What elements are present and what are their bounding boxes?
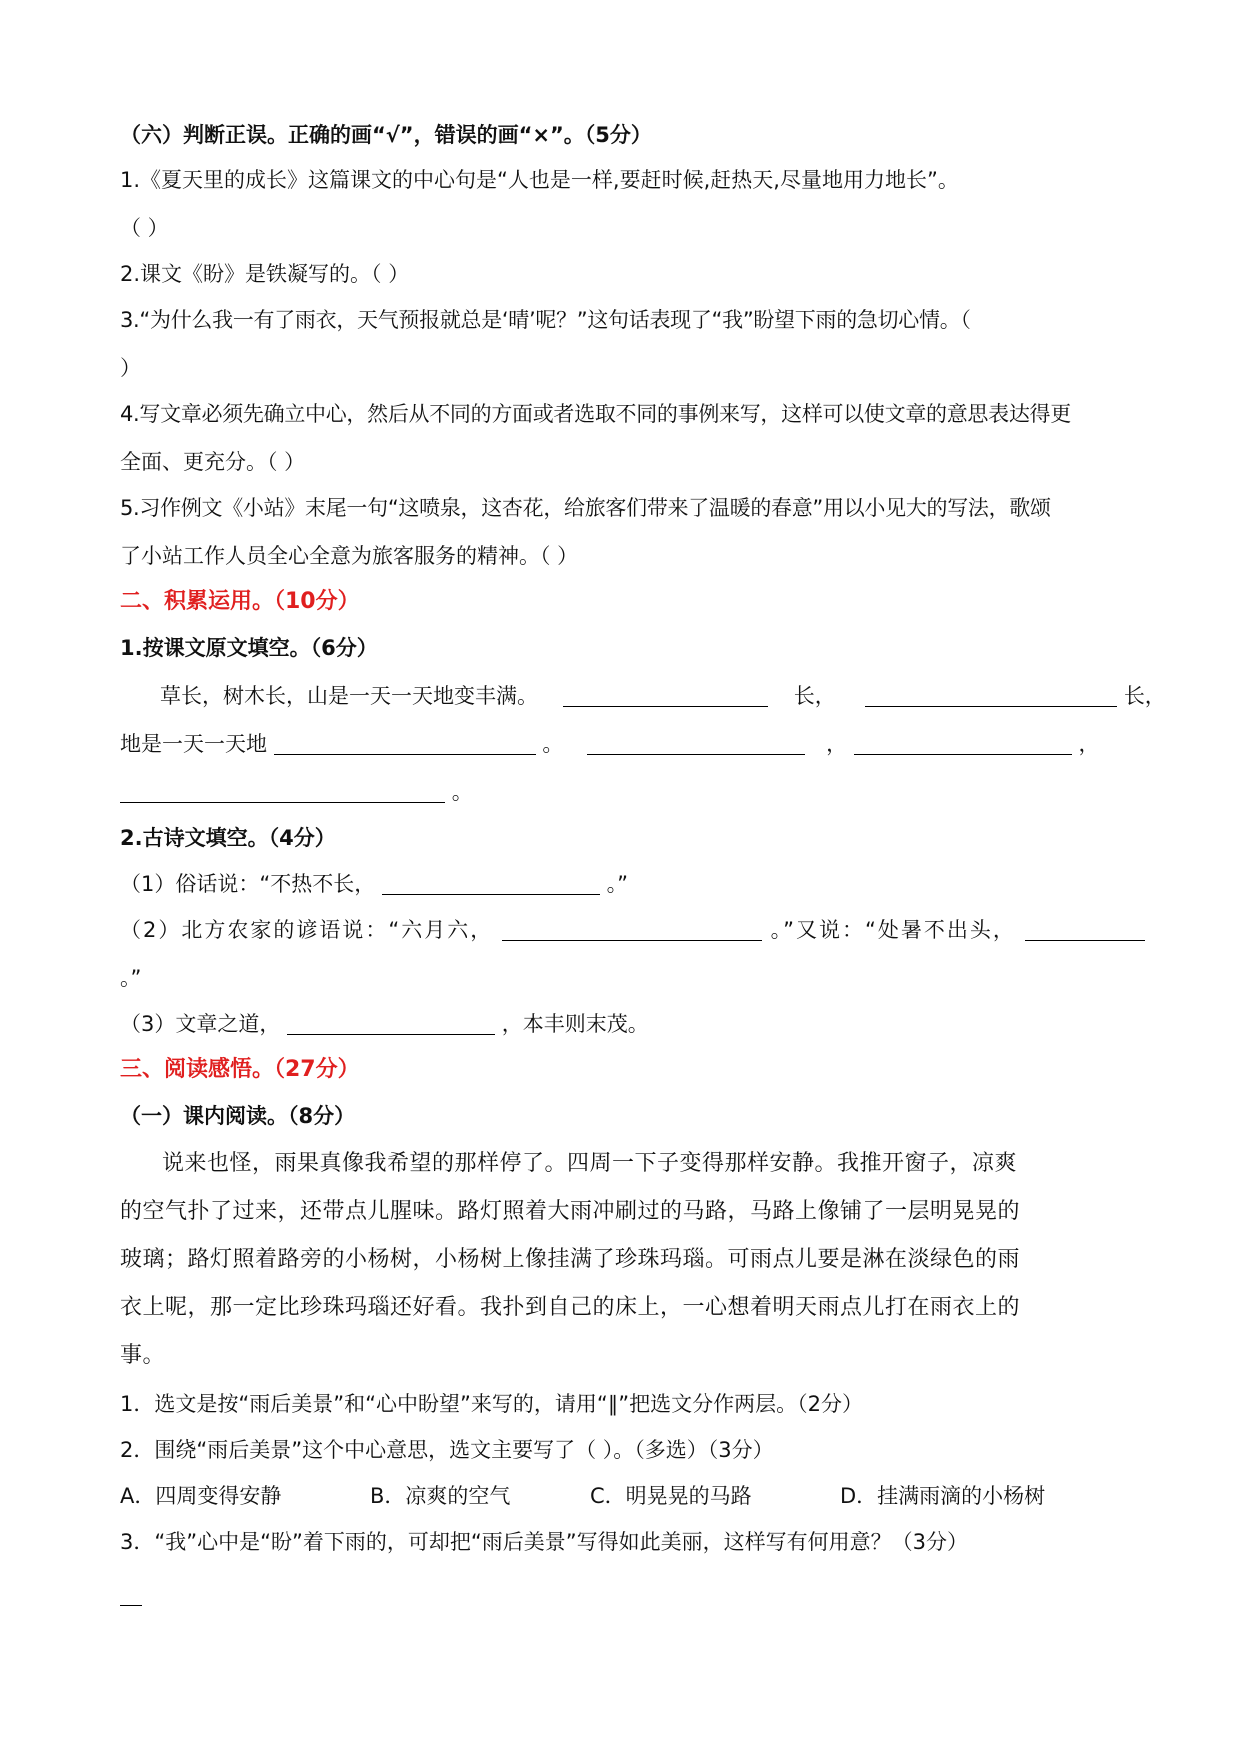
question-4-line2: 全面、更充分。（ ） (120, 450, 306, 474)
reading-question-3: 3．“我”心中是“盼”着下雨的，可却把“雨后美景”写得如此美丽，这样写有何用意？（3分） (120, 1530, 968, 1554)
section2-heading: 二、积累运用。（10分） (120, 589, 360, 614)
option-d[interactable]: D．挂满雨滴的小杨树 (840, 1484, 1046, 1508)
option-c[interactable]: C．明晃晃的马路 (590, 1484, 752, 1508)
fill1-line2-a: 地是一天一天地 (120, 732, 267, 756)
question-5-line1: 5.习作例文《小站》末尾一句“这喷泉，这杏花，给旅客们带来了温暖的春意”用以小见大的写法，歌颂 (120, 496, 1051, 520)
poem-3-text: （3）文章之道， (120, 1012, 281, 1036)
reading-question-2: 2．围绕“雨后美景”这个中心意思，选文主要写了（ ）。（多选）（3分） (120, 1438, 774, 1462)
section3-heading: 三、阅读感悟。（27分） (120, 1057, 360, 1082)
part6-heading: （六）判断正误。正确的画“√”，错误的画“×”。（5分） (120, 123, 652, 147)
reading-sub-heading: （一）课内阅读。（8分） (120, 1104, 356, 1128)
fill1-text-b: 长， (793, 684, 836, 708)
poem-line-1 (120, 869, 1120, 899)
poem-line-2 (120, 915, 1241, 945)
reading-question-1: 1．选文是按“雨后美景”和“心中盼望”来写的，请用“∥”把选文分作两层。（2分） (120, 1392, 863, 1416)
fill1-line3-end: 。 (451, 780, 473, 804)
poem-blank-4[interactable] (287, 1012, 495, 1035)
answer-paren-3[interactable]: ） (120, 356, 141, 380)
fill1-blank-3[interactable] (274, 732, 536, 755)
fill1-heading: 1.按课文原文填空。（6分） (120, 636, 378, 660)
fill1-text-a: 草长，树木长，山是一天一天地变丰满。 (160, 684, 538, 708)
fill1-blank-5[interactable] (854, 732, 1072, 755)
fill1-blank-4[interactable] (587, 732, 805, 755)
fill1-blank-1[interactable] (563, 684, 768, 707)
passage-line-5: 事。 (120, 1343, 166, 1368)
poem-1-end: 。” (606, 872, 629, 896)
poem-line-2-end: 。” (120, 966, 142, 990)
poem-2-text: （2）北方农家的谚语说：“六月六， (120, 918, 494, 942)
question-3: 3.“为什么我一有了雨衣，天气预报就总是‘晴’呢？”这句话表现了“我”盼望下雨的急切心情。（ (120, 308, 971, 332)
fill1-line2-b: 。 (542, 732, 564, 756)
answer-line-start[interactable] (120, 1605, 142, 1606)
question-5-line2: 了小站工作人员全心全意为旅客服务的精神。（ ） (120, 544, 579, 568)
passage-line-4: 衣上呢，那一定比珍珠玛瑙还好看。我扑到自己的床上，一心想着明天雨点儿打在雨衣上的 (120, 1295, 1021, 1320)
option-b[interactable]: B．凉爽的空气 (370, 1484, 511, 1508)
answer-paren-1[interactable]: （ ） (120, 216, 169, 240)
passage-line-2: 的空气扑了过来，还带点儿腥味。路灯照着大雨冲刷过的马路，马路上像铺了一层明晃晃的 (120, 1199, 1021, 1224)
question-4-line1: 4.写文章必须先确立中心，然后从不同的方面或者选取不同的事例来写，这样可以使文章的意思表达得更 (120, 402, 1071, 426)
poem-1-text: （1）俗话说：“不热不长， (120, 872, 376, 896)
fill1-blank-6[interactable] (120, 780, 445, 803)
question-1: 1.《夏天里的成长》这篇课文的中心句是“人也是一样,要赶时候,赶热天,尽量地用力地长”。 (120, 168, 959, 192)
passage-line-1: 说来也怪，雨果真像我希望的那样停了。四周一下子变得那样安静。我推开窗子，凉爽 (162, 1151, 1018, 1176)
fill1-blank-2[interactable] (865, 684, 1117, 707)
passage-line-3: 玻璃；路灯照着路旁的小杨树，小杨树上像挂满了珍珠玛瑙。可雨点儿要是淋在淡绿色的雨 (120, 1247, 1021, 1272)
fill1-line2-c: ， (826, 732, 848, 756)
fill1-text-c: 长， (1123, 684, 1166, 708)
option-a[interactable]: A．四周变得安静 (120, 1484, 282, 1508)
poem-3-end: ，本丰则末茂。 (501, 1012, 649, 1036)
fill1-line2-d: ， (1078, 732, 1100, 756)
poem-line-3 (120, 1009, 1120, 1039)
poem-blank-1[interactable] (382, 872, 600, 895)
poem-blank-3[interactable] (1025, 918, 1145, 941)
fill1-line1 (160, 681, 1166, 711)
fill1-line2 (120, 729, 1120, 759)
poem-blank-2[interactable] (502, 918, 762, 941)
poem-2-mid: 。”又说：“处暑不出头， (770, 918, 1016, 942)
question-2: 2.课文《盼》是铁凝写的。（ ） (120, 262, 410, 286)
fill1-line3 (120, 777, 1120, 807)
fill2-heading: 2.古诗文填空。（4分） (120, 826, 336, 850)
